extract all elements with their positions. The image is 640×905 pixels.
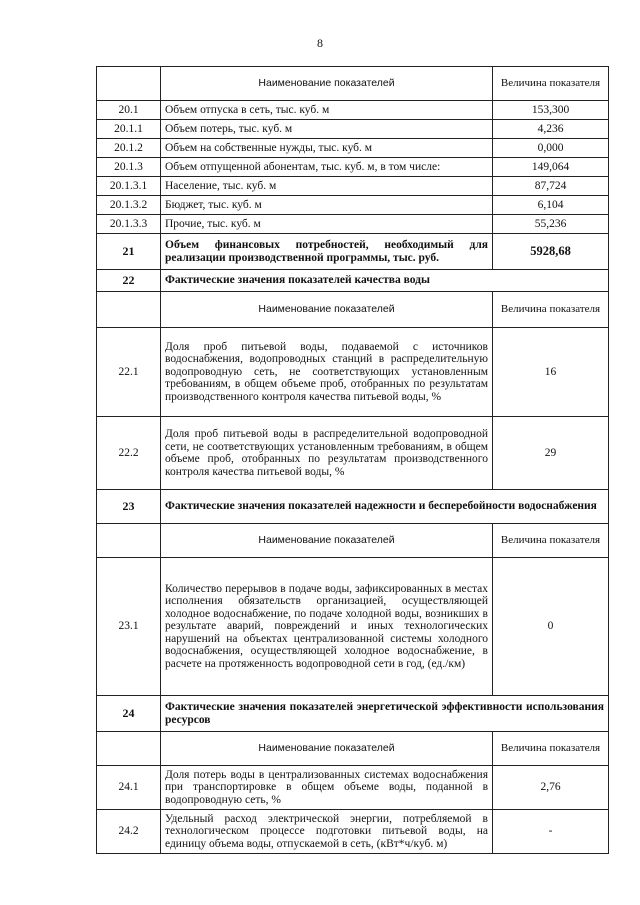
header-blank-cell	[97, 292, 161, 328]
section-21-label: Объем финансовых потребностей, необходимый для реализации производственной программы, тыс. руб.	[161, 234, 493, 270]
table-row	[97, 215, 609, 234]
row-value: 0	[493, 558, 609, 696]
section-21-row	[97, 234, 609, 270]
header-value-cell: Величина показателя	[493, 732, 609, 766]
row-value: 16	[493, 328, 609, 417]
row-number: 24.2	[97, 810, 161, 854]
row-value: 55,236	[493, 215, 609, 234]
table-row	[97, 810, 609, 854]
row-number: 20.1.1	[97, 120, 161, 139]
table-header-row	[97, 67, 609, 101]
row-label: Количество перерывов в подаче воды, зафиксированных в местах исполнения обязательств организацией, осуществляющей холодное водоснабжение, по подаче холодной воды, возникших в результате аварий, повреждений и иных технологических нарушений на объектах централизованной системы холодного водоснабжения, осуществляющей холодное водоснабжение, в расчете на протяженность водопроводной сети в год, (ед./км)	[161, 558, 493, 696]
row-label: Объем отпущенной абонентам, тыс. куб. м, в том числе:	[161, 158, 493, 177]
table-row	[97, 139, 609, 158]
row-value: 0,000	[493, 139, 609, 158]
table-header-row	[97, 732, 609, 766]
header-blank-cell	[97, 524, 161, 558]
row-value: 149,064	[493, 158, 609, 177]
section-23-title-row	[97, 490, 609, 524]
row-label: Доля проб питьевой воды, подаваемой с источников водоснабжения, водопроводных станций в распределительную водопроводную сеть, не соответствующих установленным требованиям, в общем объеме проб, отобранных по результатам производственного контроля качества питьевой воды, %	[161, 328, 493, 417]
section-title: Фактические значения показателей энергетической эффективности использования ресурсов	[161, 696, 609, 732]
row-value: 87,724	[493, 177, 609, 196]
row-number: 20.1.3.1	[97, 177, 161, 196]
table-row	[97, 196, 609, 215]
header-value-cell: Величина показателя	[493, 524, 609, 558]
table-row	[97, 120, 609, 139]
section-22-title-row	[97, 270, 609, 292]
table-header-row	[97, 292, 609, 328]
row-label: Объем отпуска в сеть, тыс. куб. м	[161, 101, 493, 120]
row-number: 20.1.2	[97, 139, 161, 158]
header-blank-cell	[97, 67, 161, 101]
row-value: 4,236	[493, 120, 609, 139]
row-number: 23.1	[97, 558, 161, 696]
table-row	[97, 158, 609, 177]
indicators-table	[96, 66, 609, 854]
row-value: 153,300	[493, 101, 609, 120]
table-row	[97, 766, 609, 810]
section-number: 23	[97, 490, 161, 524]
row-label: Доля потерь воды в централизованных системах водоснабжения при транспортировке в общем объеме воды, поданной в водопроводную сеть, %	[161, 766, 493, 810]
row-label: Прочие, тыс. куб. м	[161, 215, 493, 234]
row-label: Удельный расход электрической энергии, потребляемой в технологическом процессе подготовки питьевой воды, на единицу объема воды, отпускаемой в сеть, (кВт*ч/куб. м)	[161, 810, 493, 854]
page-number: 8	[317, 36, 323, 50]
section-24-title-row	[97, 696, 609, 732]
row-label: Объем потерь, тыс. куб. м	[161, 120, 493, 139]
header-name-cell: Наименование показателей	[161, 524, 493, 558]
row-label: Объем на собственные нужды, тыс. куб. м	[161, 139, 493, 158]
table-row	[97, 558, 609, 696]
row-value: 29	[493, 417, 609, 490]
table-row	[97, 177, 609, 196]
section-title: Фактические значения показателей качества воды	[161, 270, 609, 292]
row-number: 22.1	[97, 328, 161, 417]
header-name-cell: Наименование показателей	[161, 732, 493, 766]
row-number: 20.1.3	[97, 158, 161, 177]
row-number: 20.1.3.3	[97, 215, 161, 234]
table-row	[97, 417, 609, 490]
section-number: 22	[97, 270, 161, 292]
header-value-cell: Величина показателя	[493, 292, 609, 328]
header-name-cell: Наименование показателей	[161, 292, 493, 328]
table-header-row	[97, 524, 609, 558]
section-title: Фактические значения показателей надежности и бесперебойности водоснабжения	[161, 490, 609, 524]
row-label: Население, тыс. куб. м	[161, 177, 493, 196]
header-blank-cell	[97, 732, 161, 766]
header-value-cell: Величина показателя	[493, 67, 609, 101]
table-row	[97, 101, 609, 120]
header-name-cell: Наименование показателей	[161, 67, 493, 101]
row-number: 22.2	[97, 417, 161, 490]
table-row	[97, 328, 609, 417]
row-number: 20.1.3.2	[97, 196, 161, 215]
row-number: 20.1	[97, 101, 161, 120]
section-number: 24	[97, 696, 161, 732]
row-value: 6,104	[493, 196, 609, 215]
row-number: 24.1	[97, 766, 161, 810]
row-label: Доля проб питьевой воды в распределительной водопроводной сети, не соответствующих установленным требованиям, в общем объеме проб, отобранных по результатам производственного контроля качества питьевой воды, %	[161, 417, 493, 490]
section-number: 21	[97, 234, 161, 270]
row-label: Бюджет, тыс. куб. м	[161, 196, 493, 215]
row-value: 2,76	[493, 766, 609, 810]
row-value: -	[493, 810, 609, 854]
section-21-value: 5928,68	[493, 234, 609, 270]
